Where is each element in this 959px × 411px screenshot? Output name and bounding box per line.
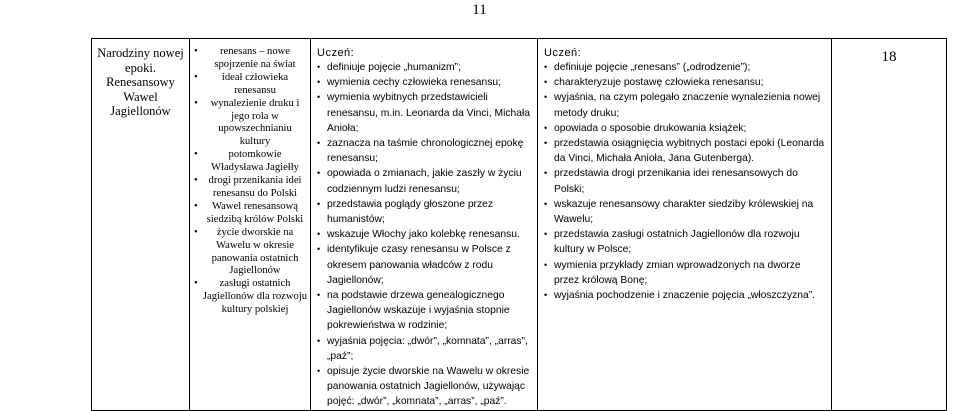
bullet-icon: • — [544, 198, 548, 209]
content-item — [194, 227, 308, 279]
requirement-text: wskazuje Włochy jako kolebkę renesansu. — [327, 229, 520, 241]
requirement-text: przedstawia osiągnięcia wybitnych postaci epoki (Leonarda da Vinci, Michała Anioła, Jana Gutenberga). — [554, 138, 825, 165]
requirement-text: wymienia cechy człowieka renesansu; — [327, 77, 501, 89]
content-item-text: ideał człowieka renesansu — [221, 71, 289, 96]
content-item — [194, 149, 308, 175]
bullet-icon: • — [194, 149, 198, 161]
hours-cell — [832, 39, 947, 411]
requirement-text: definiuje pojęcie „humanizm”; — [327, 62, 461, 73]
content-item-text: życie dworskie na Wawelu w okresie panowania ostatnich Jagiellonów — [211, 226, 299, 277]
requirement-item — [544, 258, 827, 288]
bullet-icon: • — [544, 229, 548, 240]
requirement-text: przedstawia poglądy głoszone przez humanistów; — [327, 198, 493, 226]
bullet-icon: • — [544, 168, 548, 179]
topic-cell — [92, 39, 190, 411]
bullet-icon: • — [544, 138, 548, 149]
content-item — [194, 72, 308, 98]
page-number: 11 — [472, 2, 487, 18]
requirement-text: wymienia przykłady zmian wprowadzonych na dworze przez królową Bonę; — [554, 259, 801, 286]
content-item-text: wynalezienie druku i jego rola w upowszechnianiu kultury — [210, 97, 300, 148]
bullet-icon: • — [317, 77, 321, 88]
content-item-text: renesans – nowe spojrzenie na świat — [214, 46, 296, 70]
requirement-text: opisuje życie dworskie na Wawelu w okresie panowania ostatnich Jagiellonów, używając pojęć: „dwór”, „komnata”, „arras”, „paź”. — [327, 366, 530, 408]
bullet-icon: • — [194, 71, 198, 83]
requirement-item — [317, 364, 533, 410]
bullet-icon: • — [317, 92, 321, 103]
content-item-text: potomkowie Władysława Jagiełły — [211, 149, 299, 174]
requirement-text: charakteryzuje postawę człowieka renesansu; — [554, 77, 764, 89]
requirement-item — [544, 60, 827, 75]
topic-text: Narodziny nowej epoki. Renesansowy Wawel Jagiellonów — [97, 46, 184, 118]
requirement-text: opowiada o sposobie drukowania książek; — [554, 122, 747, 134]
bullet-icon: • — [194, 97, 198, 109]
requirement-item — [544, 197, 827, 227]
requirement-text: definiuje pojęcie „renesans” („odrodzenie”); — [554, 62, 751, 73]
requirement-item — [317, 90, 533, 136]
extended-requirements-list — [538, 60, 831, 303]
content-item-text: drogi przenikania idei renesansu do Polski — [208, 175, 302, 199]
bullet-icon: • — [317, 138, 321, 149]
content-item — [194, 201, 308, 227]
bullet-icon: • — [544, 122, 548, 133]
content-cell — [190, 39, 311, 411]
requirement-text: przedstawia drogi przenikania idei renesansowych do Polski; — [554, 168, 798, 195]
bullet-icon: • — [317, 244, 321, 255]
bullet-icon: • — [544, 77, 548, 88]
requirement-text: wyjaśnia, na czym polegało znaczenie wynalezienia nowej metody druku; — [554, 92, 821, 119]
table-row — [92, 39, 947, 411]
bullet-icon: • — [317, 229, 321, 240]
requirement-item — [544, 288, 827, 303]
requirement-text: wymienia wybitnych przedstawicieli renesansu, m.in. Leonarda da Vinci, Michała Anioła; — [327, 92, 531, 134]
bullet-icon: • — [317, 366, 321, 377]
requirement-item — [544, 166, 827, 196]
requirement-item — [317, 136, 533, 166]
bullet-icon: • — [317, 62, 321, 72]
requirement-item — [544, 75, 827, 90]
requirement-text: wskazuje renesansowy charakter siedziby królewskiej na Wawelu; — [554, 198, 814, 226]
content-item-text: Wawel renesansową siedzibą królów Polski — [206, 200, 304, 225]
bullet-icon: • — [194, 175, 198, 187]
requirement-item — [317, 242, 533, 288]
bullet-icon: • — [194, 226, 198, 238]
requirement-item — [317, 288, 533, 334]
requirement-item — [544, 227, 827, 257]
content-list — [190, 39, 310, 317]
bullet-icon: • — [317, 290, 321, 301]
bullet-icon: • — [544, 259, 548, 270]
curriculum-table — [91, 38, 947, 411]
requirement-text: wyjaśnia pojęcia: „dwór”, „komnata”, „arras”, „paź”; — [327, 335, 528, 362]
bullet-icon: • — [544, 290, 548, 301]
requirement-item — [317, 60, 533, 75]
requirement-text: opowiada o zmianach, jakie zaszły w życiu codziennym ludzi renesansu; — [327, 168, 522, 195]
basic-requirements-cell — [311, 39, 538, 411]
requirement-text: zaznacza na taśmie chronologicznej epokę renesansu; — [327, 138, 524, 165]
content-item — [194, 46, 308, 72]
requirement-item — [544, 121, 827, 136]
hours-text: 18 — [881, 49, 897, 65]
extended-requirements-cell — [538, 39, 832, 411]
extended-header: Uczeń: — [544, 47, 582, 59]
content-item — [194, 278, 308, 317]
requirement-item — [317, 227, 533, 242]
requirement-text: na podstawie drzewa genealogicznego Jagiellonów wskazuje i wyjaśnia stopnie pokrewieństwa w rodzinie; — [327, 290, 510, 332]
requirement-item — [544, 136, 827, 166]
bullet-icon: • — [194, 278, 198, 290]
basic-header: Uczeń: — [317, 47, 355, 59]
bullet-icon: • — [317, 198, 321, 209]
requirement-text: przedstawia zasługi ostatnich Jagiellonów dla rozwoju kultury w Polsce; — [554, 229, 800, 256]
bullet-icon: • — [194, 200, 198, 212]
requirement-item — [317, 334, 533, 364]
requirement-item — [544, 90, 827, 120]
content-item-text: zasługi ostatnich Jagiellonów dla rozwoju kultury polskiej — [202, 278, 308, 316]
bullet-icon: • — [194, 46, 198, 57]
bullet-icon: • — [317, 335, 321, 346]
requirement-item — [317, 197, 533, 227]
basic-requirements-list — [311, 60, 537, 410]
bullet-icon: • — [544, 92, 548, 103]
requirement-text: identyfikuje czasy renesansu w Polsce z okresem panowania władców z rodu Jagiellonów; — [327, 244, 511, 286]
requirement-item — [317, 75, 533, 90]
requirement-text: wyjaśnia pochodzenie i znaczenie pojęcia „włoszczyzna”. — [554, 290, 815, 302]
content-item — [194, 175, 308, 201]
bullet-icon: • — [544, 62, 548, 72]
content-item — [194, 98, 308, 150]
requirement-item — [317, 166, 533, 196]
bullet-icon: • — [317, 168, 321, 179]
